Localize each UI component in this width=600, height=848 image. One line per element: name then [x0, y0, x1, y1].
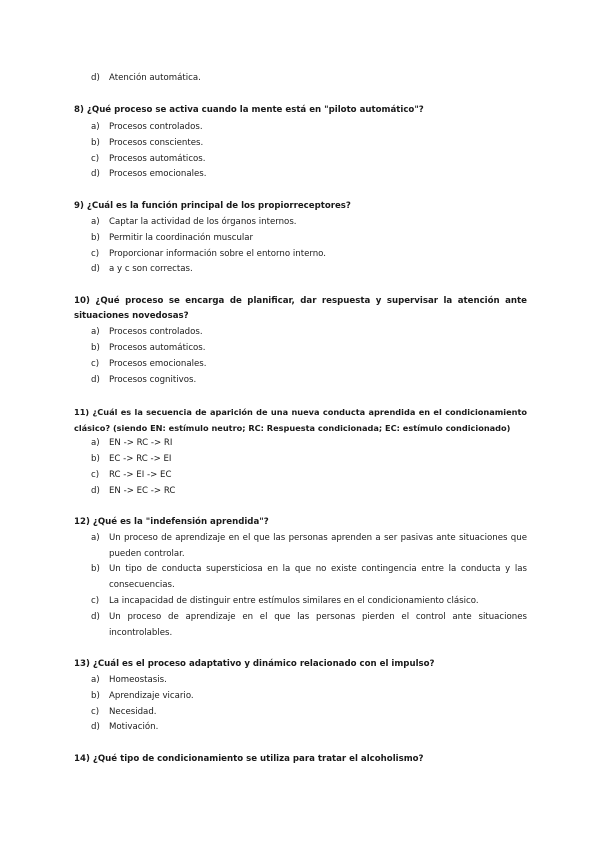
question-11-title: 11) ¿Cuál es la secuencia de aparición de una nueva conducta aprendida en el condicionamiento	[74, 407, 527, 417]
list-item: d) Un proceso de aprendizaje en el que las personas pierden el control ante situaciones incontrolables.	[91, 612, 527, 638]
question-9-title: 9) ¿Cuál es la función principal de los propiorreceptores?	[74, 201, 351, 211]
list-item: d) Atención automática.	[91, 73, 201, 83]
list-item: d) a y c son correctas.	[91, 264, 193, 274]
list-item: a) Procesos controlados.	[91, 122, 203, 132]
list-item: c) Procesos automáticos.	[91, 154, 206, 164]
question-8-title: 8) ¿Qué proceso se activa cuando la mente está en "piloto automático"?	[74, 105, 424, 115]
list-item: c) La incapacidad de distinguir entre estímulos similares en el condicionamiento clásico.	[91, 596, 479, 606]
list-item: c) Procesos emocionales.	[91, 359, 207, 369]
list-item: a) Un proceso de aprendizaje en el que las personas aprenden a ser pasivas ante situaciones que pueden controlar.	[91, 533, 527, 559]
list-item: b) Procesos automáticos.	[91, 343, 206, 353]
question-10-title: 10) ¿Qué proceso se encarga de planificar, dar respuesta y supervisar la atención ante	[74, 296, 527, 306]
list-item: d) Procesos cognitivos.	[91, 375, 197, 385]
list-item: b) Un tipo de conducta supersticiosa en la que no existe contingencia entre la conducta y las consecuencias.	[91, 564, 527, 590]
list-item: a) Homeostasis.	[91, 675, 167, 685]
question-12-title: 12) ¿Qué es la "indefensión aprendida"?	[74, 517, 269, 527]
question-10-title-cont: situaciones novedosas?	[74, 311, 189, 321]
list-item: d) Motivación.	[91, 722, 159, 732]
question-11-title-cont: clásico? (siendo EN: estímulo neutro; RC: Respuesta condicionada; EC: estímulo condicionado)	[74, 423, 511, 433]
list-item: c) Necesidad.	[91, 707, 157, 717]
list-item: a) Captar la actividad de los órganos internos.	[91, 217, 297, 227]
list-item: c) RC -> EI -> EC	[91, 470, 172, 480]
list-item: d) EN -> EC -> RC	[91, 486, 176, 496]
question-13-title: 13) ¿Cuál es el proceso adaptativo y dinámico relacionado con el impulso?	[74, 659, 435, 669]
list-item: b) EC -> RC -> EI	[91, 454, 172, 464]
list-item: c) Proporcionar información sobre el entorno interno.	[91, 249, 327, 259]
list-item: b) Permitir la coordinación muscular	[91, 233, 254, 243]
list-item: a) EN -> RC -> RI	[91, 438, 173, 448]
list-item: b) Procesos conscientes.	[91, 138, 204, 148]
list-item: d) Procesos emocionales.	[91, 169, 207, 179]
question-14-title: 14) ¿Qué tipo de condicionamiento se utiliza para tratar el alcoholismo?	[74, 754, 424, 764]
list-item: a) Procesos controlados.	[91, 327, 203, 337]
list-item: b) Aprendizaje vicario.	[91, 691, 194, 701]
